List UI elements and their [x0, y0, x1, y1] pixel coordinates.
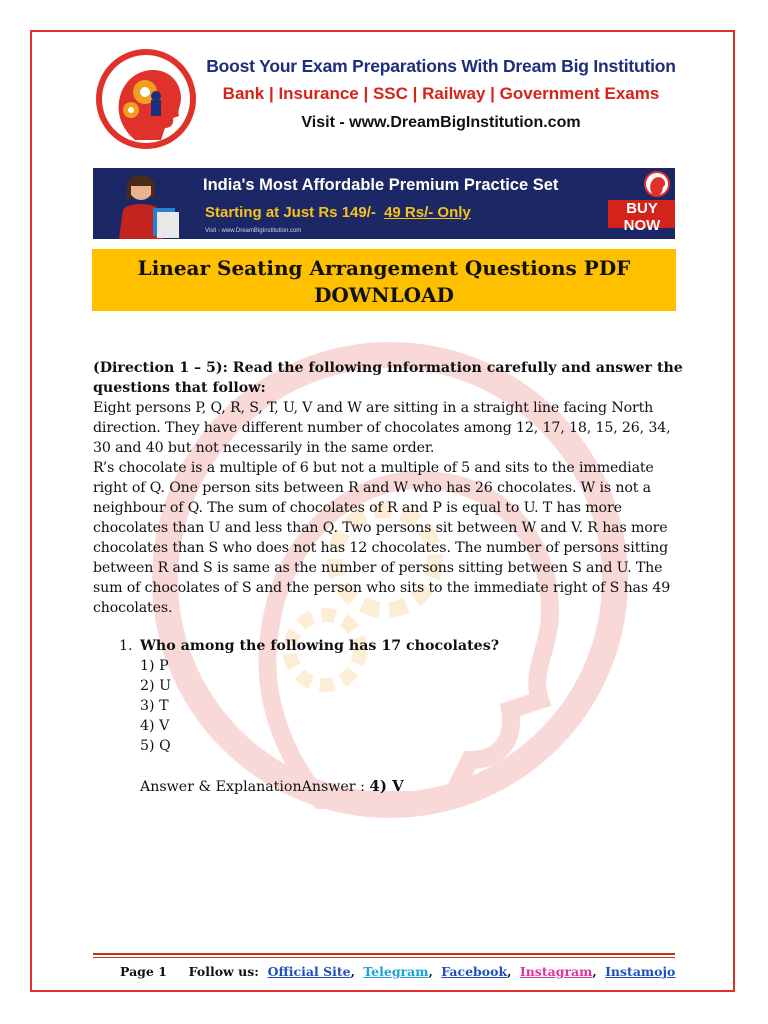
option-item: 3) T [140, 698, 169, 714]
option-item: 4) V [140, 718, 170, 734]
banner-logo-icon [643, 170, 671, 198]
page-title-line1: Linear Seating Arrangement Questions PDF [137, 256, 631, 280]
option-item: 2) U [140, 678, 172, 694]
direction-section [93, 358, 683, 618]
answer-explanation[interactable] [140, 776, 404, 797]
page-number: Page 1 [120, 964, 167, 979]
answer-value: 4) V [369, 777, 404, 795]
question-number: 1. [119, 638, 133, 654]
puzzle-paragraph-2: R’s chocolate is a multiple of 6 but not a multiple of 5 and sits to the immediate right of Q. One person sits between R and W who has 26 chocolates. W is not a neighbour of Q. The sum of chocolates of R and P is equal to U. T has more chocolates than U and less than Q. Two persons sit between W and V. R has more chocolates than S who does not has 12 chocolates. The number of persons sitting between R and S is same as the number of persons sitting between S and U. The sum of chocolates of S and the person who sits to the immediate right of S has 49 chocolates. [93, 460, 671, 616]
direction-text: (Direction 1 – 5): Read the following information carefully and answer the questions that follow: [93, 360, 683, 396]
instagram-link[interactable]: Instagram [519, 964, 593, 979]
banner-price [205, 204, 471, 221]
header-tagline: Boost Your Exam Preparations With Dream Big Institution [206, 56, 676, 76]
option-item: 1) P [140, 658, 169, 674]
footer: Page 1 Follow us: Official Site, Telegram, Facebook, Instagram, Instamojo [120, 964, 676, 979]
footer-divider-thin [93, 957, 675, 958]
follow-us-label: Follow us: [188, 964, 259, 979]
question-options [140, 656, 171, 756]
header-exam-categories: Bank | Insurance | SSC | Railway | Government Exams [222, 84, 660, 103]
page-title-line2: DOWNLOAD [314, 283, 454, 307]
student-image-icon [93, 168, 193, 239]
option-item: 5) Q [140, 738, 171, 754]
banner-offer-price: 49 Rs/- Only [384, 204, 471, 221]
banner-headline: India's Most Affordable Premium Practice Set [203, 176, 559, 194]
question-text: Who among the following has 17 chocolates? [140, 638, 500, 654]
footer-divider [93, 953, 675, 955]
header-website[interactable]: Visit - www.DreamBigInstitution.com [301, 114, 581, 131]
banner-starting-price: Starting at Just Rs 149/- [205, 204, 376, 221]
official-site-link[interactable]: Official Site [267, 964, 351, 979]
facebook-link[interactable]: Facebook [441, 964, 508, 979]
dream-big-logo [95, 48, 197, 150]
header [95, 48, 685, 148]
telegram-link[interactable]: Telegram [363, 964, 429, 979]
banner-visit-url: Visit - www.DreamBigInstitution.com [205, 228, 302, 234]
puzzle-paragraph-1: Eight persons P, Q, R, S, T, U, V and W are sitting in a straight line facing North direction. They have different number of chocolates among 12, 17, 18, 15, 26, 34, 30 and 40 but not necessarily in the same order. [93, 400, 671, 456]
answer-prefix[interactable]: Answer & ExplanationAnswer : [140, 779, 365, 795]
page-title [92, 249, 676, 311]
instamojo-link[interactable]: Instamojo [605, 964, 676, 979]
promo-banner[interactable] [93, 168, 675, 239]
buy-now-button[interactable]: BUY NOW [608, 200, 675, 228]
